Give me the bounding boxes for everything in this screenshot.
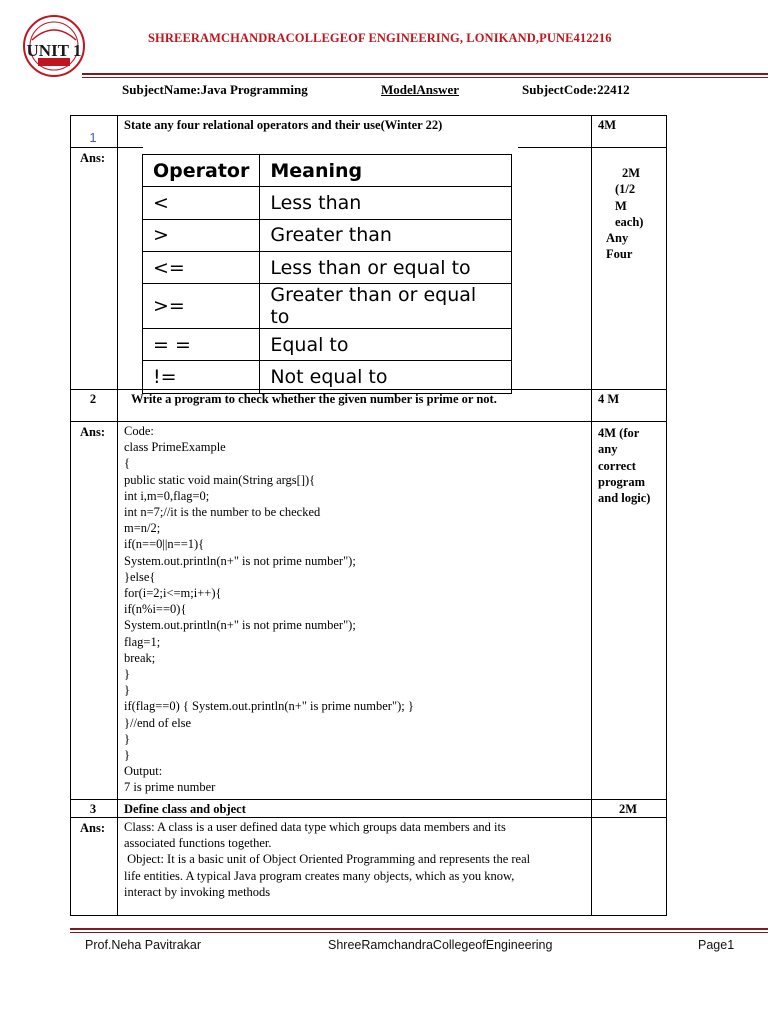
code-line: if(flag==0) { System.out.println(n+" is prime number"); } (124, 699, 414, 714)
q3-marks: 2M (619, 802, 638, 816)
meaning-cell: Less than (260, 187, 512, 219)
code-line: if(n==0||n==1){ (124, 537, 205, 552)
footer-rule (70, 928, 768, 930)
operator-header: Operator (143, 155, 260, 187)
operator-cell: = = (143, 329, 260, 361)
grid-line (70, 799, 667, 800)
q2-ans-marks (598, 425, 650, 506)
model-answer-title: ModelAnswer (381, 82, 459, 97)
code-line: }else{ (124, 569, 156, 584)
marks-line: (1/2 (615, 182, 636, 197)
q2-marks: 4 M (598, 392, 620, 406)
answer-line: Class: A class is a user defined data type which groups data members and its (124, 820, 506, 834)
code-line: System.out.println(n+" is not prime number"); (124, 618, 356, 633)
footer-college: ShreeRamchandraCollegeofEngineering (328, 938, 553, 952)
relational-operators-table (142, 154, 512, 394)
operator-cell: >= (143, 284, 260, 329)
q1-ans-marks (606, 165, 643, 263)
operator-cell: < (143, 187, 260, 219)
grid-line (666, 115, 667, 915)
code-line: m=n/2; (124, 521, 161, 536)
q1-number: 1 (89, 130, 97, 145)
code-line: }//end of else (124, 715, 192, 730)
meaning-cell: Not equal to (260, 361, 512, 393)
code-line: Output: (124, 764, 163, 779)
code-line: } (124, 748, 130, 763)
footer-rule-thin (70, 932, 768, 933)
code-line: for(i=2;i<=m;i++){ (124, 586, 222, 601)
class-object-answer (124, 819, 530, 900)
q3-number: 3 (89, 802, 97, 816)
q2-question: Write a program to check whether the given number is prime or not. (131, 392, 497, 406)
meaning-cell: Equal to (260, 329, 512, 361)
table-row (143, 284, 512, 329)
code-line: public static void main(String args[]){ (124, 472, 316, 487)
meaning-cell: Greater than or equal to (260, 284, 512, 329)
prime-program-code (124, 423, 414, 796)
meaning-cell: Less than or equal to (260, 251, 512, 283)
marks-line: program (598, 474, 645, 489)
grid-line (70, 115, 71, 915)
operator-cell: <= (143, 251, 260, 283)
marks-line: 2M (622, 166, 641, 180)
q1-marks: 4M (598, 118, 617, 132)
code-line: flag=1; (124, 634, 161, 649)
header-rule (82, 73, 768, 75)
college-logo (18, 14, 90, 78)
marks-line: and logic) (598, 491, 651, 506)
code-line: { (124, 456, 130, 471)
code-line: class PrimeExample (124, 440, 226, 455)
grid-line (70, 115, 667, 116)
grid-line (70, 421, 667, 422)
operator-cell: != (143, 361, 260, 393)
grid-line (70, 147, 143, 148)
code-line: } (124, 683, 130, 698)
operator-cell: > (143, 219, 260, 251)
q3-ans-label: Ans: (80, 821, 106, 835)
table-row (143, 219, 512, 251)
meaning-cell: Greater than (260, 219, 512, 251)
q3-question: Define class and object (124, 802, 246, 816)
code-line: } (124, 667, 130, 682)
code-line: System.out.println(n+" is not prime number"); (124, 553, 356, 568)
marks-line: M (615, 198, 627, 213)
code-line: 7 is prime number (124, 780, 216, 795)
marks-line: correct (598, 458, 636, 473)
code-line: if(n%i==0){ (124, 602, 187, 617)
q1-ans-label: Ans: (80, 151, 106, 165)
code-line: Code: (124, 424, 154, 438)
marks-line: Any (606, 231, 629, 246)
marks-line: any (598, 442, 618, 457)
answer-line: associated functions together. (124, 836, 272, 851)
code-line: } (124, 731, 130, 746)
subject-code: SubjectCode:22412 (522, 82, 630, 97)
answer-line: interact by invoking methods (124, 884, 271, 899)
footer-page: Page1 (698, 938, 735, 952)
code-line: int n=7;//it is the number to be checked (124, 505, 321, 520)
q2-number: 2 (89, 392, 97, 406)
header-rule-thin (82, 77, 768, 78)
table-row (143, 361, 512, 393)
meaning-header: Meaning (260, 155, 512, 187)
answer-line: life entities. A typical Java program creates many objects, which as you know, (124, 868, 515, 883)
marks-line: each) (615, 214, 644, 229)
code-line: int i,m=0,flag=0; (124, 488, 210, 503)
college-name: SHREERAMCHANDRACOLLEGEOF ENGINEERING, LONIKAND,PUNE412216 (148, 31, 612, 45)
marks-line: Four (606, 247, 633, 262)
logo-unit-text: UNIT 1 (26, 41, 82, 60)
marks-line: 4M (for (598, 426, 640, 440)
grid-line (70, 915, 667, 916)
footer-author: Prof.Neha Pavitrakar (85, 938, 202, 952)
table-row (143, 187, 512, 219)
table-row (143, 329, 512, 361)
answer-line: Object: It is a basic unit of Object Oriented Programming and represents the real (124, 852, 531, 867)
code-line: break; (124, 650, 156, 665)
q2-ans-label: Ans: (80, 425, 106, 439)
grid-line (591, 115, 592, 915)
subject-name: SubjectName:Java Programming (122, 82, 308, 97)
q1-question: State any four relational operators and their use(Winter 22) (124, 118, 443, 132)
grid-line (518, 147, 667, 148)
grid-line (70, 817, 667, 818)
grid-line (117, 115, 118, 915)
table-header-row (143, 155, 512, 187)
table-row (143, 251, 512, 283)
